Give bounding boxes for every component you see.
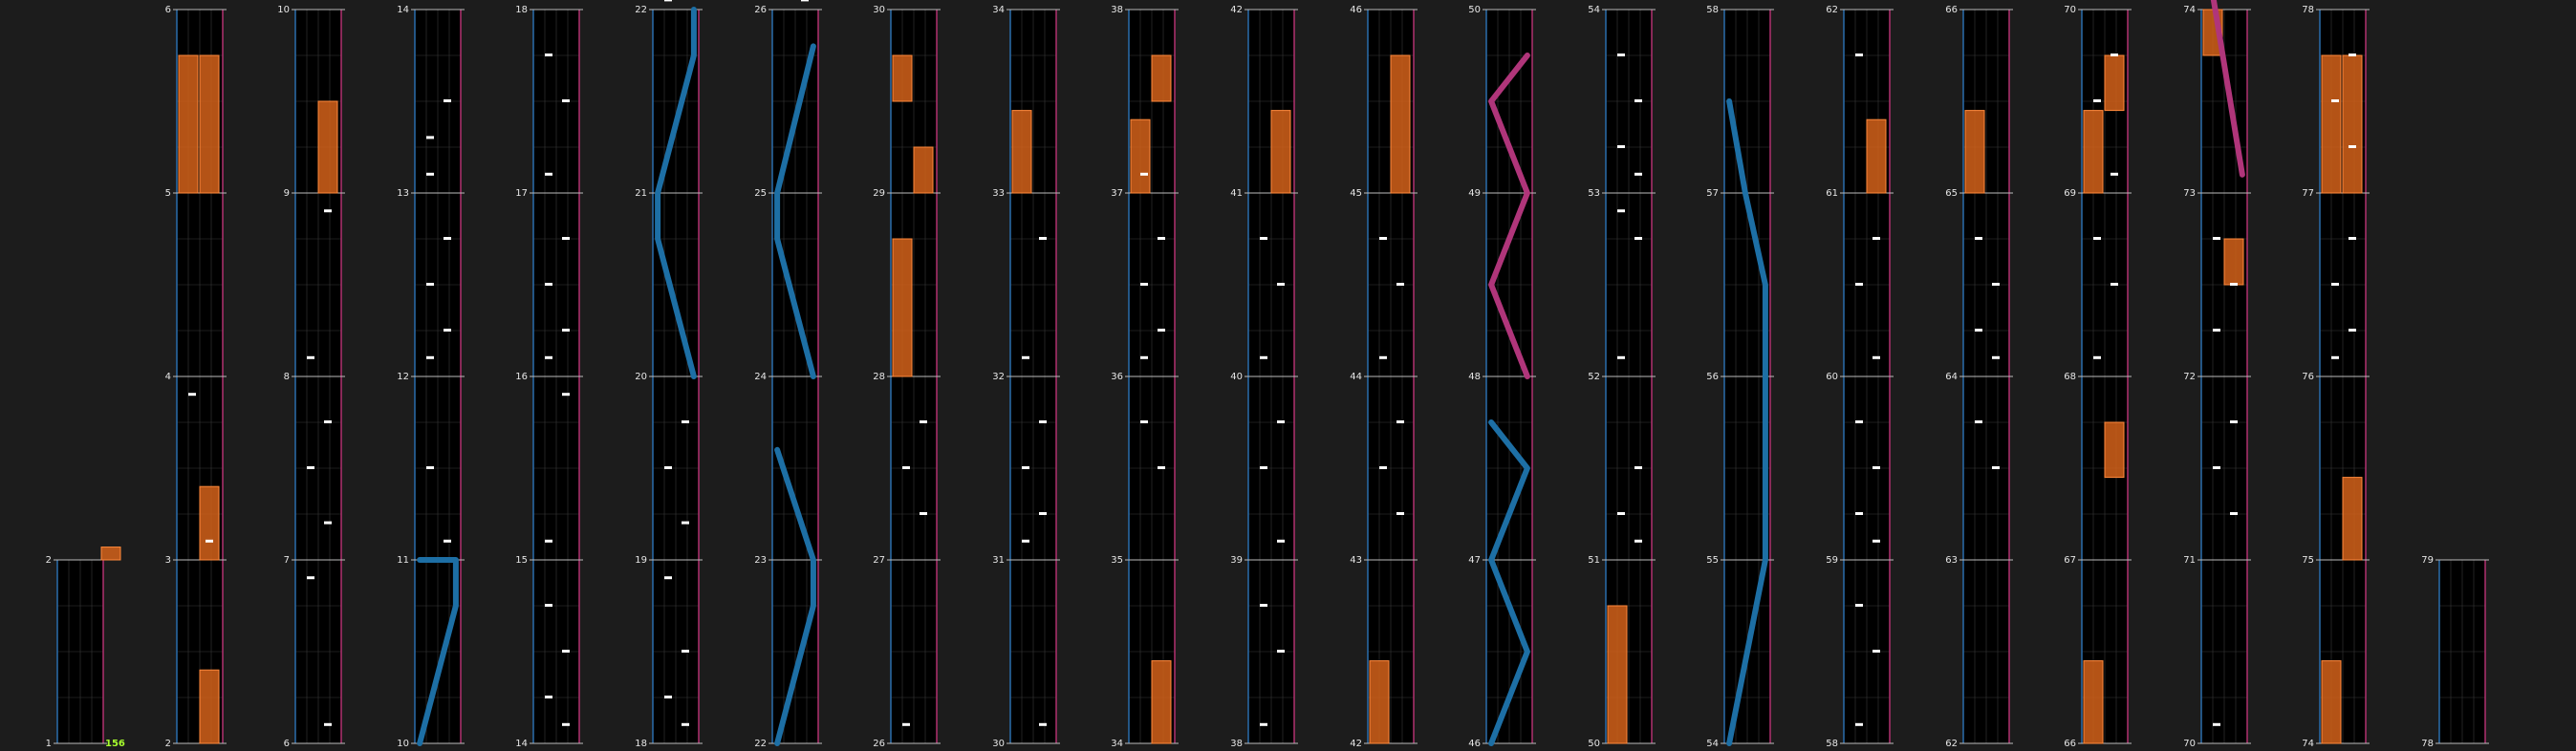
measure-number: 38 xyxy=(1111,5,1123,15)
charge-note xyxy=(179,55,198,193)
measure-number: 17 xyxy=(515,188,528,199)
note xyxy=(545,173,552,176)
charge-note xyxy=(2105,422,2124,478)
note xyxy=(307,466,314,469)
note xyxy=(1634,99,1642,102)
note xyxy=(1855,512,1863,515)
note xyxy=(1855,723,1863,726)
measure-number: 63 xyxy=(1945,555,1958,566)
note xyxy=(545,540,552,543)
charge-note xyxy=(1965,111,1984,193)
measure-number: 6 xyxy=(164,5,171,15)
note xyxy=(2349,145,2356,148)
note xyxy=(1039,723,1047,726)
measure-number: 35 xyxy=(1111,555,1123,566)
measure-number: 18 xyxy=(515,5,528,15)
note xyxy=(682,723,689,726)
note xyxy=(444,237,451,240)
charge-note xyxy=(101,547,120,560)
note xyxy=(2230,420,2238,423)
note xyxy=(2230,283,2238,286)
note xyxy=(2230,512,2238,515)
note xyxy=(664,466,672,469)
charge-note xyxy=(1152,55,1171,101)
measure-number: 34 xyxy=(992,5,1005,15)
note xyxy=(1617,356,1625,359)
measure-number: 21 xyxy=(635,188,647,199)
note xyxy=(1855,283,1863,286)
chart-column xyxy=(46,547,125,749)
measure-number: 39 xyxy=(1230,555,1243,566)
note xyxy=(1379,356,1387,359)
chart-column xyxy=(1826,0,1894,749)
measure-number: 19 xyxy=(635,555,647,566)
measure-number: 60 xyxy=(1826,372,1838,382)
measure-number: 71 xyxy=(2183,555,2196,566)
chart-column xyxy=(635,0,703,749)
chart-column xyxy=(277,0,345,749)
note xyxy=(307,356,314,359)
note xyxy=(324,522,332,525)
measure-number: 54 xyxy=(1706,739,1719,749)
measure-number: 45 xyxy=(1350,188,1362,199)
note xyxy=(902,466,910,469)
note xyxy=(1277,283,1285,286)
note xyxy=(562,329,570,332)
measure-number: 66 xyxy=(2064,739,2076,749)
note xyxy=(1975,237,1982,240)
note xyxy=(682,420,689,423)
note xyxy=(1039,237,1047,240)
charge-note xyxy=(1370,661,1389,743)
charge-note xyxy=(2084,111,2103,193)
note xyxy=(1260,723,1267,726)
measure-number: 46 xyxy=(1350,5,1362,15)
measure-number: 50 xyxy=(1468,5,1481,15)
measure-number: 58 xyxy=(1706,5,1719,15)
measure-number: 36 xyxy=(1111,372,1123,382)
measure-number: 34 xyxy=(1111,739,1123,749)
note xyxy=(1992,466,2000,469)
charge-note xyxy=(1867,119,1886,193)
note xyxy=(562,99,570,102)
note xyxy=(1039,512,1047,515)
note xyxy=(1140,283,1148,286)
bpm-label: 156 xyxy=(105,739,125,749)
measure-number: 53 xyxy=(1588,188,1600,199)
note xyxy=(2111,54,2118,56)
measure-number: 42 xyxy=(1230,5,1243,15)
note xyxy=(1634,540,1642,543)
note xyxy=(444,99,451,102)
charge-note xyxy=(893,55,912,101)
measure-number: 62 xyxy=(1826,5,1838,15)
measure-number: 58 xyxy=(1826,739,1838,749)
measure-number: 66 xyxy=(1945,5,1958,15)
note xyxy=(1140,173,1148,176)
measure-number: 74 xyxy=(2183,5,2196,15)
charge-note xyxy=(200,55,219,193)
measure-number: 29 xyxy=(873,188,885,199)
measure-number: 78 xyxy=(2421,739,2434,749)
note xyxy=(1158,237,1165,240)
note xyxy=(1260,356,1267,359)
note xyxy=(1872,466,1880,469)
chart-column xyxy=(754,0,822,749)
measure-number: 70 xyxy=(2183,739,2196,749)
measure-number: 24 xyxy=(754,372,767,382)
measure-number: 14 xyxy=(515,739,528,749)
measure-number: 54 xyxy=(1588,5,1600,15)
note xyxy=(1855,604,1863,607)
note xyxy=(426,173,434,176)
measure-number: 13 xyxy=(397,188,409,199)
note xyxy=(545,356,552,359)
measure-number: 11 xyxy=(397,555,409,566)
measure-number: 32 xyxy=(992,372,1005,382)
measure-number: 79 xyxy=(2421,555,2434,566)
note xyxy=(562,393,570,396)
note xyxy=(682,522,689,525)
note xyxy=(1277,420,1285,423)
note xyxy=(1617,512,1625,515)
measure-number: 10 xyxy=(397,739,409,749)
measure-number: 2 xyxy=(45,555,52,566)
note xyxy=(1992,356,2000,359)
measure-number: 8 xyxy=(283,372,290,382)
measure-number: 27 xyxy=(873,555,885,566)
measure-number: 69 xyxy=(2064,188,2076,199)
note xyxy=(562,237,570,240)
note xyxy=(324,723,332,726)
measure-number: 4 xyxy=(164,372,171,382)
measure-number: 52 xyxy=(1588,372,1600,382)
measure-number: 22 xyxy=(754,739,767,749)
measure-number: 70 xyxy=(2064,5,2076,15)
measure-number: 28 xyxy=(873,372,885,382)
note xyxy=(1022,356,1029,359)
measure-number: 15 xyxy=(515,555,528,566)
measure-number: 55 xyxy=(1706,555,1719,566)
note xyxy=(2093,99,2101,102)
note xyxy=(1039,420,1047,423)
note xyxy=(562,650,570,653)
chart-column xyxy=(1350,0,1418,749)
note xyxy=(545,604,552,607)
note xyxy=(2349,54,2356,56)
note xyxy=(664,696,672,698)
measure-number: 48 xyxy=(1468,372,1481,382)
charge-note xyxy=(1608,606,1627,743)
measure-number: 64 xyxy=(1945,372,1958,382)
chart-column xyxy=(1468,0,1536,749)
note xyxy=(1022,466,1029,469)
note xyxy=(1634,237,1642,240)
note xyxy=(2331,356,2339,359)
measure-number: 31 xyxy=(992,555,1005,566)
charge-note xyxy=(1152,661,1171,743)
note xyxy=(682,650,689,653)
note xyxy=(1260,237,1267,240)
note xyxy=(1277,650,1285,653)
measure-number: 5 xyxy=(164,188,171,199)
note xyxy=(1140,356,1148,359)
note xyxy=(2213,329,2220,332)
measure-number: 33 xyxy=(992,188,1005,199)
note xyxy=(1379,237,1387,240)
measure-number: 57 xyxy=(1706,188,1719,199)
note xyxy=(1277,540,1285,543)
measure-number: 50 xyxy=(1588,739,1600,749)
chart-column xyxy=(1588,0,1656,749)
measure-number: 61 xyxy=(1826,188,1838,199)
note xyxy=(324,420,332,423)
measure-number: 18 xyxy=(635,739,647,749)
chart-column xyxy=(2421,555,2489,749)
note xyxy=(1396,420,1404,423)
note xyxy=(1992,283,2000,286)
note xyxy=(1022,540,1029,543)
note xyxy=(2349,329,2356,332)
chart-column xyxy=(2302,0,2370,749)
chart-column xyxy=(397,5,465,749)
measure-number: 51 xyxy=(1588,555,1600,566)
chart-column xyxy=(1111,0,1179,749)
note xyxy=(206,540,213,543)
measure-number: 3 xyxy=(164,555,171,566)
measure-number: 46 xyxy=(1468,739,1481,749)
chart-column xyxy=(992,0,1060,749)
note xyxy=(426,283,434,286)
note xyxy=(426,466,434,469)
measure-number: 26 xyxy=(873,739,885,749)
note xyxy=(920,420,927,423)
measure-number: 26 xyxy=(754,5,767,15)
measure-number: 56 xyxy=(1706,372,1719,382)
note xyxy=(1617,209,1625,212)
charge-note xyxy=(1271,111,1290,193)
note xyxy=(1872,356,1880,359)
note xyxy=(1379,466,1387,469)
measure-number: 76 xyxy=(2302,372,2314,382)
measure-number: 68 xyxy=(2064,372,2076,382)
chart-column xyxy=(1945,0,2013,749)
note xyxy=(2111,283,2118,286)
note xyxy=(1260,604,1267,607)
note xyxy=(2213,723,2220,726)
note xyxy=(426,136,434,139)
measure-number: 6 xyxy=(283,739,290,749)
measure-number: 74 xyxy=(2302,739,2314,749)
measure-number: 7 xyxy=(283,555,290,566)
measure-number: 77 xyxy=(2302,188,2314,199)
measure-number: 44 xyxy=(1350,372,1362,382)
measure-number: 2 xyxy=(164,739,171,749)
charge-note xyxy=(2224,239,2243,285)
charge-note xyxy=(318,101,337,193)
measure-number: 25 xyxy=(754,188,767,199)
note xyxy=(2093,356,2101,359)
measure-number: 30 xyxy=(992,739,1005,749)
charge-note xyxy=(1012,111,1031,193)
charge-note xyxy=(200,670,219,743)
chart-column xyxy=(1230,0,1298,749)
note xyxy=(444,329,451,332)
measure-number: 12 xyxy=(397,372,409,382)
note xyxy=(2349,237,2356,240)
measure-number: 10 xyxy=(277,5,290,15)
measure-number: 47 xyxy=(1468,555,1481,566)
charge-note xyxy=(2343,478,2362,560)
measure-number: 42 xyxy=(1350,739,1362,749)
note xyxy=(1140,420,1148,423)
charge-note xyxy=(2343,55,2362,193)
measure-number: 23 xyxy=(754,555,767,566)
note xyxy=(1617,145,1625,148)
charge-note xyxy=(2105,55,2124,111)
note xyxy=(1975,420,1982,423)
measure-number: 43 xyxy=(1350,555,1362,566)
note xyxy=(664,0,672,1)
note xyxy=(1872,540,1880,543)
charge-note xyxy=(200,486,219,560)
measure-number: 72 xyxy=(2183,372,2196,382)
note xyxy=(2331,283,2339,286)
measure-number: 20 xyxy=(635,372,647,382)
chart-column xyxy=(2183,0,2251,749)
measure-number: 73 xyxy=(2183,188,2196,199)
measure-number: 38 xyxy=(1230,739,1243,749)
measure-number: 40 xyxy=(1230,372,1243,382)
measure-number: 16 xyxy=(515,372,528,382)
note xyxy=(545,283,552,286)
measure-number: 41 xyxy=(1230,188,1243,199)
note xyxy=(545,696,552,698)
note xyxy=(545,54,552,56)
note xyxy=(1634,173,1642,176)
note xyxy=(1260,466,1267,469)
note xyxy=(1158,466,1165,469)
measure-number: 75 xyxy=(2302,555,2314,566)
charge-note xyxy=(1131,119,1150,193)
chart-column xyxy=(1706,0,1774,749)
note xyxy=(2111,173,2118,176)
measure-number: 65 xyxy=(1945,188,1958,199)
note xyxy=(1396,512,1404,515)
chart-column xyxy=(2064,0,2132,749)
note xyxy=(801,0,809,1)
note xyxy=(426,356,434,359)
note xyxy=(1396,283,1404,286)
measure-number: 14 xyxy=(397,5,409,15)
chart-column xyxy=(515,5,583,749)
charge-note xyxy=(2322,661,2341,743)
measure-number: 67 xyxy=(2064,555,2076,566)
charge-note xyxy=(2322,55,2341,193)
measure-number: 37 xyxy=(1111,188,1123,199)
note xyxy=(1158,329,1165,332)
note xyxy=(188,393,196,396)
measure-number: 78 xyxy=(2302,5,2314,15)
note xyxy=(920,512,927,515)
note xyxy=(2331,99,2339,102)
charge-note xyxy=(1391,55,1410,193)
chart-column xyxy=(165,5,227,749)
measure-number: 1 xyxy=(45,739,52,749)
note xyxy=(1872,650,1880,653)
note xyxy=(664,576,672,579)
note xyxy=(1855,54,1863,56)
measure-number: 49 xyxy=(1468,188,1481,199)
chart-column xyxy=(873,0,941,749)
note xyxy=(444,540,451,543)
measure-number: 9 xyxy=(283,188,290,199)
note xyxy=(1975,329,1982,332)
measure-number: 62 xyxy=(1945,739,1958,749)
charge-note xyxy=(893,239,912,376)
note xyxy=(324,209,332,212)
note xyxy=(902,723,910,726)
note xyxy=(1855,420,1863,423)
note xyxy=(1634,466,1642,469)
note xyxy=(2093,237,2101,240)
note xyxy=(2213,466,2220,469)
note xyxy=(1872,237,1880,240)
note xyxy=(2213,237,2220,240)
charge-note xyxy=(914,147,933,193)
note xyxy=(1617,54,1625,56)
measure-number: 59 xyxy=(1826,555,1838,566)
note xyxy=(562,723,570,726)
measure-number: 30 xyxy=(873,5,885,15)
note xyxy=(307,576,314,579)
charge-note xyxy=(2084,661,2103,743)
measure-number: 22 xyxy=(635,5,647,15)
